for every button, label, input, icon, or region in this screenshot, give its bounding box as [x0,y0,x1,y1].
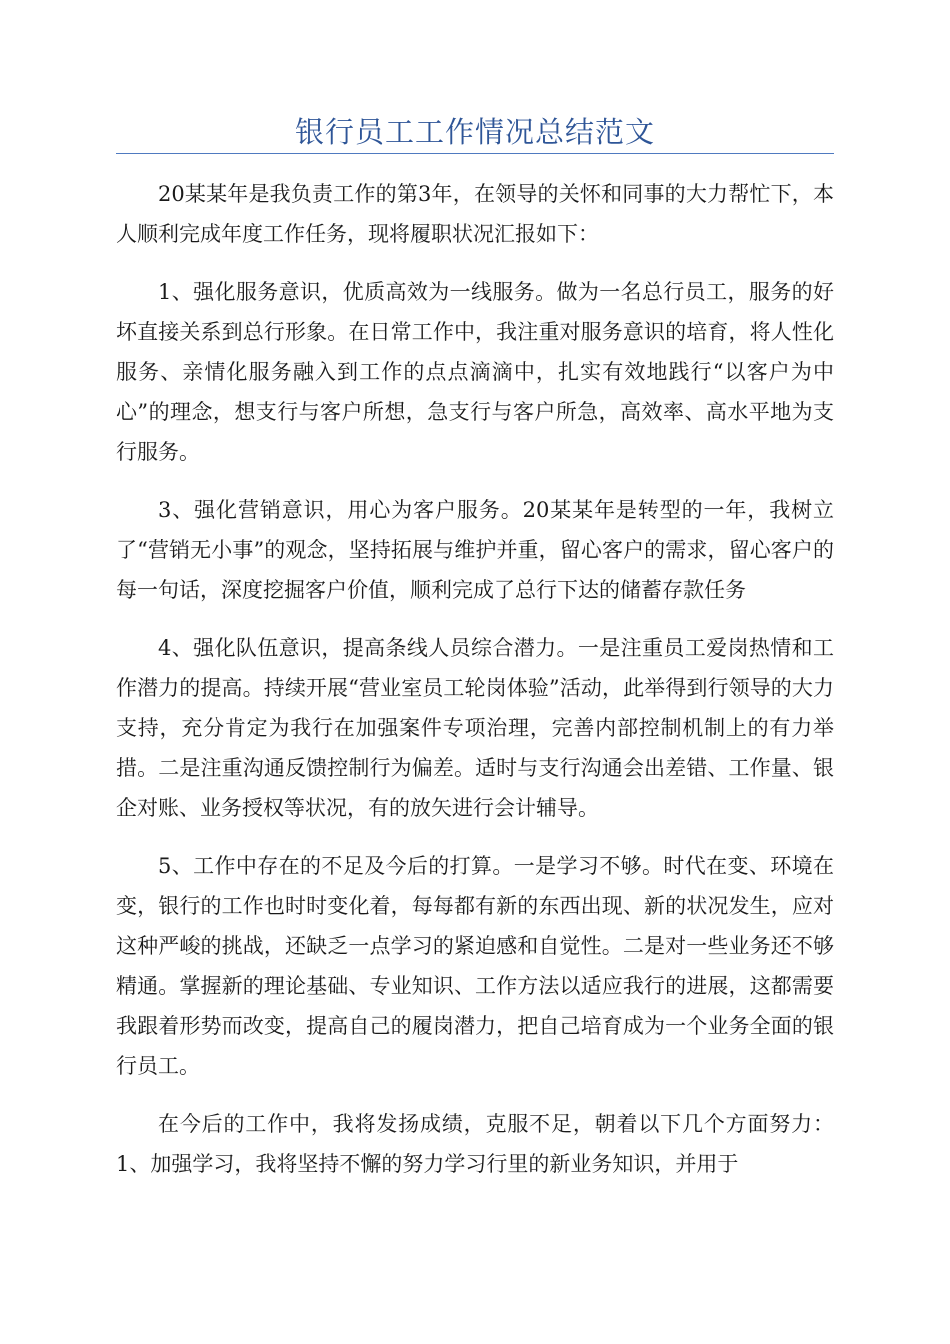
paragraph-marketing: 3、强化营销意识，用心为客户服务。20某某年是转型的一年，我树立了“营销无小事”的观念，坚持拓展与维护并重，留心客户的需求，留心客户的每一句话，深度挖掘客户价值，顺利完成了总行下达的储蓄存款任务 [116,498,834,602]
document-body [116,174,834,1202]
paragraph-future: 在今后的工作中，我将发扬成绩，克服不足，朝着以下几个方面努力：1、加强学习，我将坚持不懈的努力学习行里的新业务知识，并用于 [116,1112,834,1176]
paragraph-intro: 20某某年是我负责工作的第3年，在领导的关怀和同事的大力帮忙下，本人顺利完成年度工作任务，现将履职状况汇报如下： [116,182,834,246]
paragraph-service: 1、强化服务意识，优质高效为一线服务。做为一名总行员工，服务的好坏直接关系到总行形象。在日常工作中，我注重对服务意识的培育，将人性化服务、亲情化服务融入到工作的点点滴滴中，扎实有效地践行“以客户为中心”的理念，想支行与客户所想，急支行与客户所急，高效率、高水平地为支行服务。 [116,280,834,464]
paragraph-team: 4、强化队伍意识，提高条线人员综合潜力。一是注重员工爱岗热情和工作潜力的提高。持续开展“营业室员工轮岗体验”活动，此举得到行领导的大力支持，充分肯定为我行在加强案件专项治理，完善内部控制机制上的有力举措。二是注重沟通反馈控制行为偏差。适时与支行沟通会出差错、工作量、银企对账、业务授权等状况，有的放矢进行会计辅导。 [116,636,834,820]
document-title: 银行员工工作情况总结范文 [294,115,655,149]
paragraph-shortcomings: 5、工作中存在的不足及今后的打算。一是学习不够。时代在变、环境在变，银行的工作也时时变化着，每每都有新的东西出现、新的状况发生，应对这种严峻的挑战，还缺乏一点学习的紧迫感和自觉性。二是对一些业务还不够精通。掌握新的理论基础、专业知识、工作方法以适应我行的进展，这都需要我跟着形势而改变，提高自己的履岗潜力，把自己培育成为一个业务全面的银行员工。 [116,854,834,1078]
title-underline [116,153,834,154]
